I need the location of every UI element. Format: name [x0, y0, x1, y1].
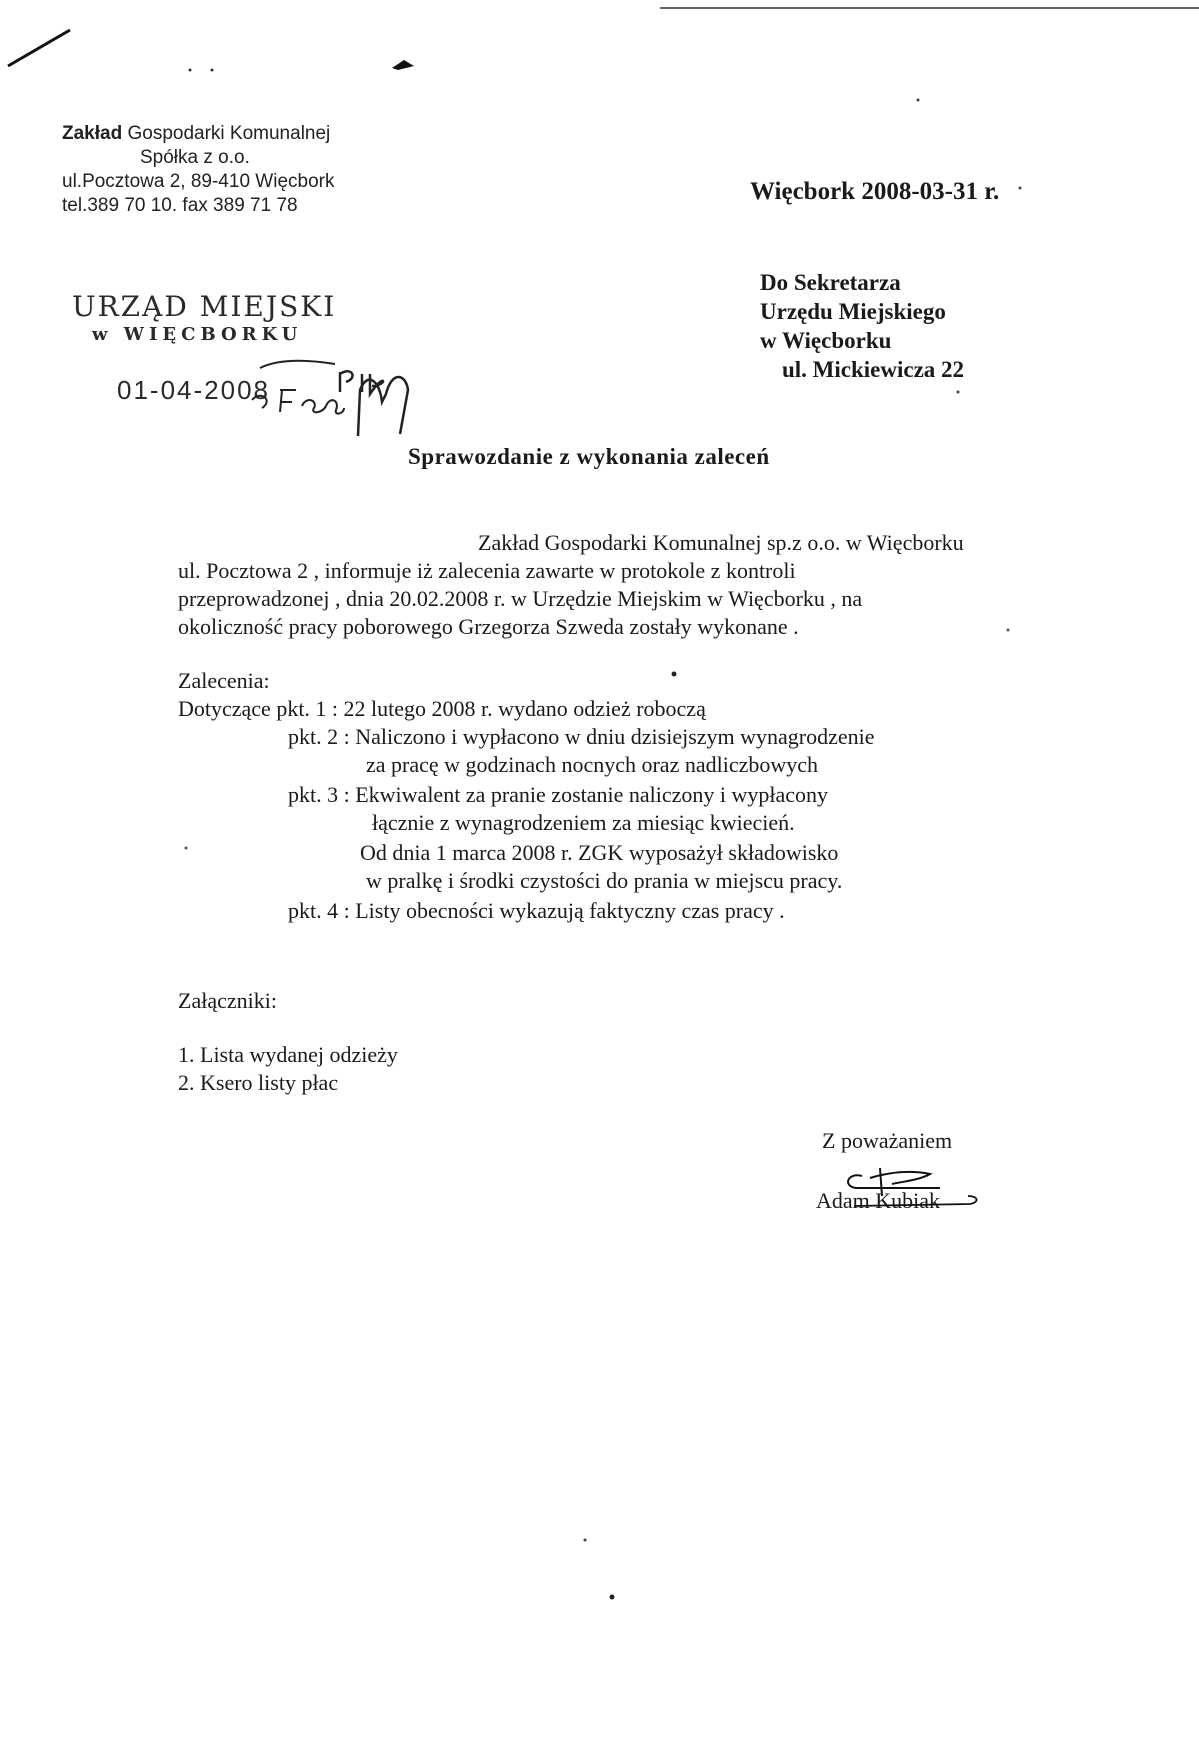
sender-phone-fax: tel.389 70 10. fax 389 71 78 — [62, 195, 298, 216]
sender-company-first-word: Zakład — [62, 123, 123, 144]
recipient-line-2: Urzędu Miejskiego — [760, 299, 946, 324]
attachment-item-2: 2. Ksero listy płac — [178, 1070, 339, 1095]
stamp-town: w WIĘCBORKU — [92, 324, 303, 345]
letter-subject: Sprawozdanie z wykonania zaleceń — [408, 444, 770, 469]
attachment-item-1: 1. Lista wydanej odzieży — [178, 1042, 398, 1067]
recommendation-row-3-cont: łącznie z wynagrodzeniem za miesiąc kwiecień. — [372, 810, 795, 835]
body-line-4: okoliczność pracy poborowego Grzegorza Szweda zostały wykonane . — [178, 614, 799, 639]
sender-company-type: Spółka z o.o. — [140, 147, 250, 168]
recommendation-row-3-note-cont: w pralkę i środki czystości do prania w miejscu pracy. — [366, 868, 843, 893]
sender-company-rest: Gospodarki Komunalnej — [122, 123, 331, 144]
body-line-1: Zakład Gospodarki Komunalnej sp.z o.o. w Więcborku — [478, 530, 964, 555]
signer-name: Adam Kubiak — [816, 1188, 941, 1213]
stamp-received-date: 01-04-2008 — [117, 375, 270, 405]
recommendation-row-3-note: Od dnia 1 marca 2008 r. ZGK wyposażył składowisko — [360, 840, 839, 865]
attachments-heading: Załączniki: — [178, 988, 277, 1013]
recipient-line-3: w Więcborku — [760, 328, 892, 353]
recipient-line-1: Do Sekretarza — [760, 270, 901, 295]
recommendation-row-2-cont: za pracę w godzinach nocnych oraz nadliczbowych — [366, 752, 818, 777]
recommendations-heading: Zalecenia: — [178, 668, 270, 693]
sender-address: ul.Pocztowa 2, 89-410 Więcbork — [62, 171, 335, 192]
stamp-office-name: URZĄD MIEJSKI — [72, 290, 337, 323]
recommendation-row-1: Dotyczące pkt. 1 : 22 lutego 2008 r. wydano odzież roboczą — [178, 696, 706, 721]
recommendation-row-3: pkt. 3 : Ekwiwalent za pranie zostanie naliczony i wypłacony — [288, 782, 829, 807]
body-line-2: ul. Pocztowa 2 , informuje iż zalecenia zawarte w protokole z kontroli — [178, 558, 796, 583]
recommendation-row-4: pkt. 4 : Listy obecności wykazują faktyczny czas pracy . — [288, 898, 785, 923]
recipient-line-4: ul. Mickiewicza 22 — [782, 357, 965, 382]
letter-date: Więcbork 2008-03-31 r. — [750, 178, 1000, 205]
closing-regards: Z poważaniem — [822, 1128, 953, 1153]
recommendation-row-2: pkt. 2 : Naliczono i wypłacono w dniu dzisiejszym wynagrodzenie — [288, 724, 875, 749]
body-line-3: przeprowadzonej , dnia 20.02.2008 r. w Urzędzie Miejskim w Więcborku , na — [178, 586, 863, 611]
